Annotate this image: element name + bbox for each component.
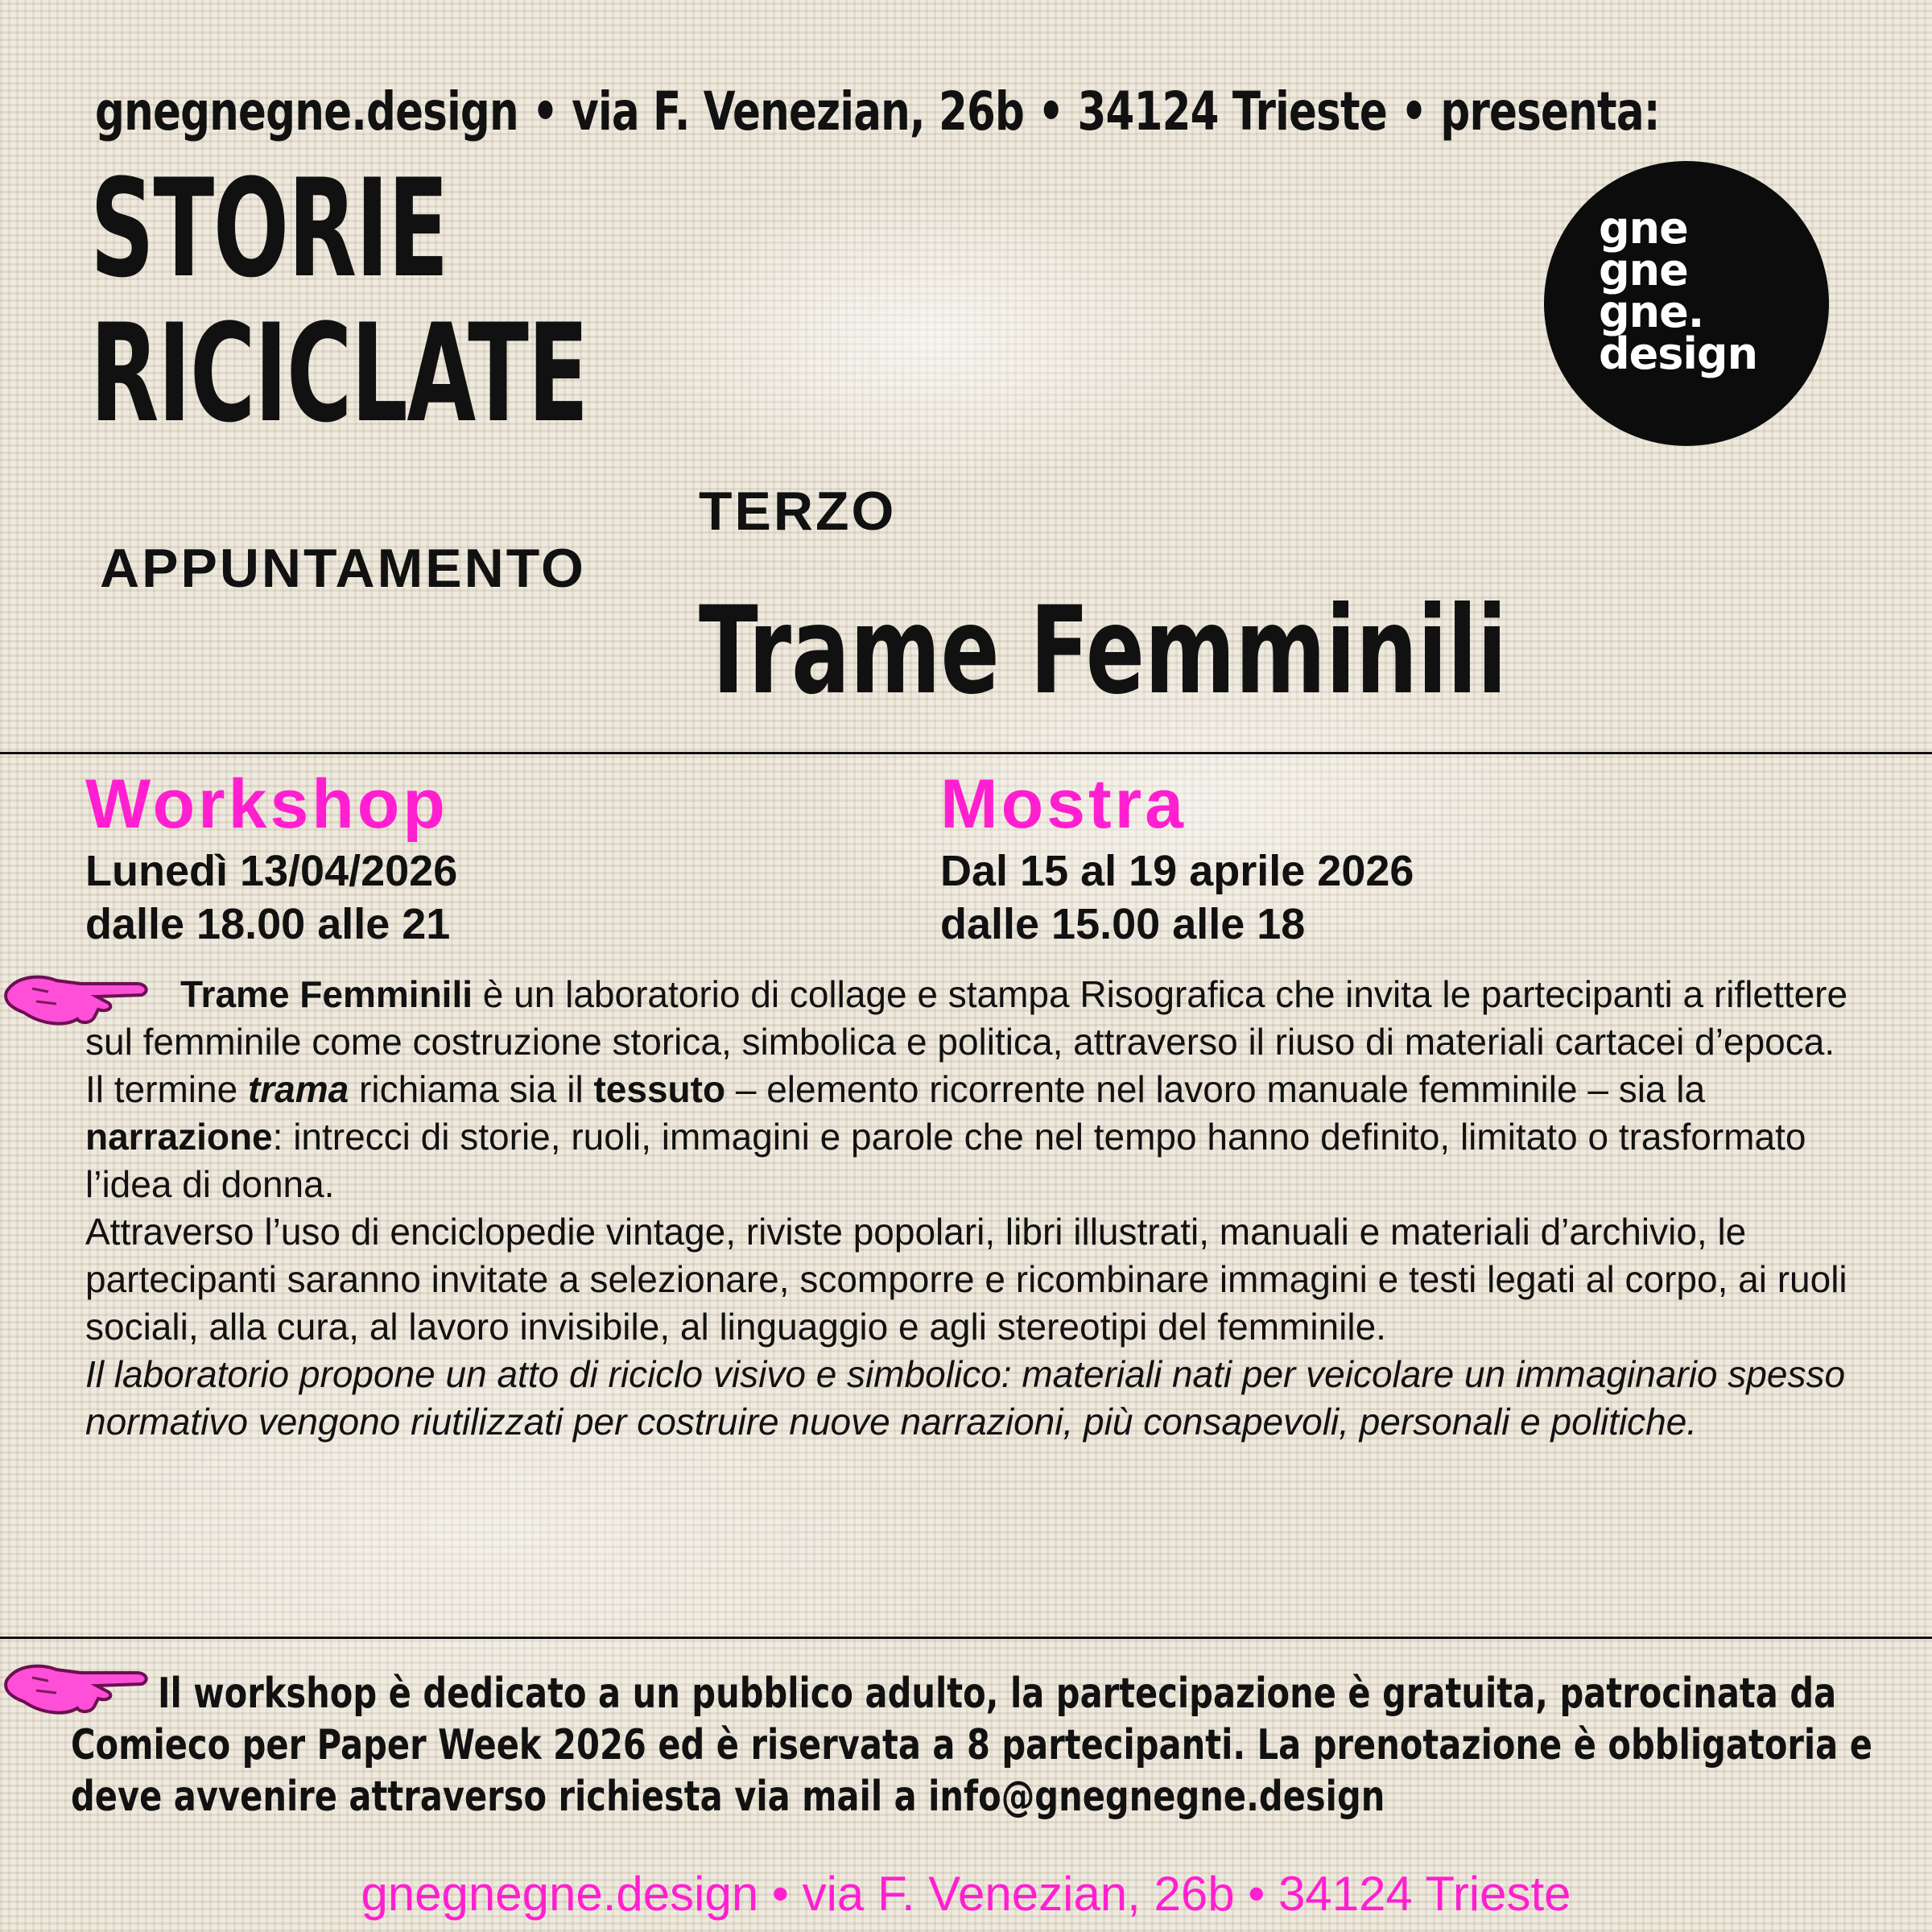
logo-line-1: gne [1599, 203, 1688, 254]
logo-text [1599, 203, 1758, 379]
paragraph-trama [85, 1066, 1848, 1208]
logo-line-4: design [1599, 328, 1758, 379]
header-line: gnegnegne.design • via F. Venezian, 26b • 34124 Trieste • presenta: [95, 80, 1660, 142]
text-span: Il termine [85, 1068, 248, 1110]
paragraph-closing: Il laboratorio propone un atto di riciclo visivo e simbolico: materiali nati per veicolare un immaginario spesso normativo vengono riutilizzati per costruire nuove narrazioni, più consapevoli, personali e politiche. [85, 1353, 1846, 1443]
mostra-title: Mostra [940, 766, 1187, 843]
divider-top [0, 752, 1932, 754]
title-riciclate: RICICLATE [90, 295, 588, 452]
label-appuntamento: APPUNTAMENTO [100, 538, 586, 599]
logo-line-3: gne. [1599, 287, 1704, 337]
text-span: richiama sia il [349, 1068, 594, 1110]
workshop-time: dalle 18.00 alle 21 [85, 900, 451, 948]
footer-address: gnegnegne.design • via F. Venezian, 26b • 34124 Trieste [361, 1867, 1571, 1921]
label-terzo: TERZO [699, 481, 897, 542]
workshop-note [71, 1668, 1874, 1823]
paragraph-materials: Attraverso l’uso di enciclopedie vintage, riviste popolari, libri illustrati, manuali e materiali d’archivio, le partecipanti saranno invitate a selezionare, scomporre e ricombinare immagini e testi legati al corpo, ai ruoli sociali, alla cura, al lavoro invisibile, al linguaggio e agli stereotipi del femminile. [85, 1211, 1847, 1348]
paragraph-intro [85, 971, 1848, 1066]
italic-trama: trama [247, 1068, 349, 1110]
intro-text: è un laboratorio di collage e stampa Risografica che invita le partecipanti a riflettere sul femminile come costruzione storica, simbolica e politica, attraverso il riuso di materiali cartacei d’epoca. [85, 973, 1848, 1063]
workshop-date: Lunedì 13/04/2026 [85, 847, 458, 895]
bold-narrazione: narrazione [85, 1116, 273, 1158]
workshop-title: Workshop [85, 766, 448, 843]
bold-tessuto: tessuto [593, 1068, 726, 1110]
mostra-time: dalle 15.00 alle 18 [940, 900, 1306, 948]
note-text: Il workshop è dedicato a un pubblico adulto, la partecipazione è gratuita, patrocinata da Comieco per Paper Week 2026 ed è riservata a 8 partecipanti. La prenotazione è obbligatoria e deve avvenire attraverso richiesta via mail a info@gnegnegne.design [71, 1670, 1872, 1821]
text-span: : intrecci di storie, ruoli, immagini e parole che nel tempo hanno definito, limitato o trasformato l’idea di donna. [85, 1116, 1806, 1205]
event-subtitle: Trame Femminili [699, 581, 1508, 721]
logo-line-2: gne [1599, 245, 1688, 295]
divider-bottom [0, 1637, 1932, 1639]
title-storie: STORIE [90, 150, 448, 308]
mostra-date: Dal 15 al 19 aprile 2026 [940, 847, 1414, 895]
text-span: – elemento ricorrente nel lavoro manuale femminile – sia la [725, 1068, 1706, 1110]
brand-logo [1544, 161, 1829, 446]
bold-trame-femminili: Trame Femminili [180, 973, 473, 1015]
description-body [85, 971, 1848, 1446]
